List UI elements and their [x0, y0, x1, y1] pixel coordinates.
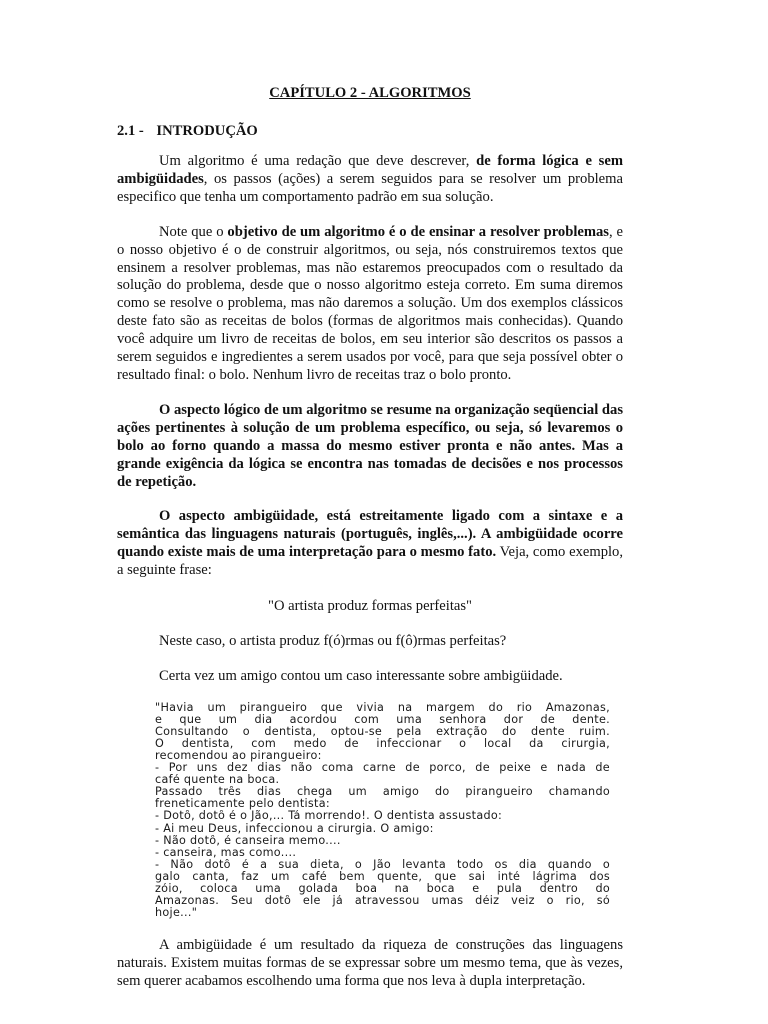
story-line: - Não dotô é a sua dieta, o Jão levanta todo os dia quando o — [155, 858, 610, 871]
story-line: "Havia um pirangueiro que vivia na margem do rio Amazonas, — [155, 702, 610, 715]
section-title: INTRODUÇÃO — [156, 123, 258, 139]
paragraph-bold-text: de forma lógica e sem ambigüidades — [117, 153, 623, 187]
paragraph-bold-text: objetivo de um algoritmo é o de ensinar a resolver problemas — [227, 223, 609, 240]
story-line: Amazonas. Seu dotô ele já atravessou umas déiz veiz o rio, só — [155, 894, 610, 907]
story-line: - Dotô, dotô é o Jão,... Tá morrendo!. O dentista assustado: — [155, 810, 503, 823]
paragraph-text: Note que o — [159, 223, 228, 240]
story-line: - Não dotô, é canseira memo.... — [155, 834, 341, 847]
story-line: - canseira, mas como.... — [155, 846, 297, 859]
story-line: freneticamente pelo dentista: — [155, 798, 330, 811]
paragraph-objective — [117, 224, 623, 385]
paragraph-bold-text: O aspecto ambigüidade, está estreitamente ligado com a sintaxe e a semântica das linguagens naturais (português, inglês,...). A ambigüidade ocorre quando existe mais de uma interpretação para o mesmo fato. — [117, 508, 623, 561]
paragraph-text: , e o nosso objetivo é o de construir algoritmos, ou seja, nós construiremos textos que ensinem a resolver problemas, mas não estaremos preocupados com o resultado da solução do problema, desde que o nosso algoritmo esteja correto. Em suma diremos como se resolve o problema, mas não daremos a solução. Um dos exemplos clássicos deste fato são as receitas de bolos (formas de algoritmos mais conhecidas). Quando você adquire um livro de receitas de bolos, em seu interior são descritos os passos a serem seguidos e ingredientes a serem usados por você, para que seja possível obter o resultado final: o bolo. Nenhum livro de receitas traz o bolo pronto. — [117, 223, 624, 383]
story-line: Passado três dias chega um amigo do pirangueiro chamando — [155, 786, 610, 799]
story-line: galo canta, faz um café bem quente, que sai inté lágrima dos — [155, 870, 610, 883]
story-line: hoje..." — [155, 906, 198, 919]
paragraph-conclusion: A ambigüidade é um resultado da riqueza de construções das linguagens naturais. Existem muitas formas de se expressar sobre um mesmo tema, que às vezes, sem querer acabamos escolhendo uma forma que nos leva à dupla interpretação. — [117, 936, 623, 989]
story-line: - Por uns dez dias não coma carne de porco, de peixe e nada de — [155, 762, 610, 775]
paragraph-question: Neste caso, o artista produz f(ó)rmas ou f(ô)rmas perfeitas? — [159, 633, 507, 650]
paragraph-text: Veja, como exemplo, a seguinte frase: — [117, 544, 623, 579]
quoted-phrase: "O artista produz formas perfeitas" — [268, 598, 472, 615]
paragraph-definition — [117, 153, 623, 207]
story-excerpt — [155, 702, 610, 919]
story-line: e que um dia acordou com uma senhora dor de dente. — [155, 714, 610, 727]
document-page — [117, 84, 623, 1008]
story-line: zóio, coloca uma golada boa na boca e pula dentro do — [155, 882, 610, 895]
section-number: 2.1 - — [117, 123, 144, 139]
chapter-title: CAPÍTULO 2 - ALGORITMOS — [269, 85, 471, 101]
paragraph-story-intro: Certa vez um amigo contou um caso interessante sobre ambigüidade. — [159, 668, 563, 685]
story-line: recomendou ao pirangueiro: — [155, 750, 322, 763]
section-heading — [117, 122, 623, 140]
paragraph-text: Um algoritmo é uma redação que deve descrever, — [159, 153, 477, 169]
story-line: - Ai meu Deus, infeccionou a cirurgia. O amigo: — [155, 822, 434, 835]
paragraph-logical-aspect — [117, 402, 623, 492]
paragraph-text: , os passos (ações) a serem seguidos para se resolver um problema especifico que tenha um comportamento padrão em sua solução. — [117, 170, 623, 205]
paragraph-ambiguity — [117, 508, 623, 580]
story-line: Consultando o dentista, optou-se pela extração do dente ruim. — [155, 726, 610, 739]
story-line: O dentista, com medo de infeccionar o local da cirurgia, — [155, 738, 610, 751]
paragraph-bold-text: O aspecto lógico de um algoritmo se resume na organização seqüencial das ações pertinentes à solução de um problema específico, ou seja, só levaremos o bolo ao forno quando a massa do mesmo estiver pronta e não antes. Mas a grande exigência da lógica se encontra nas tomadas de decisões e nos processos de repetição. — [117, 401, 623, 490]
story-line: café quente na boca. — [155, 774, 280, 787]
